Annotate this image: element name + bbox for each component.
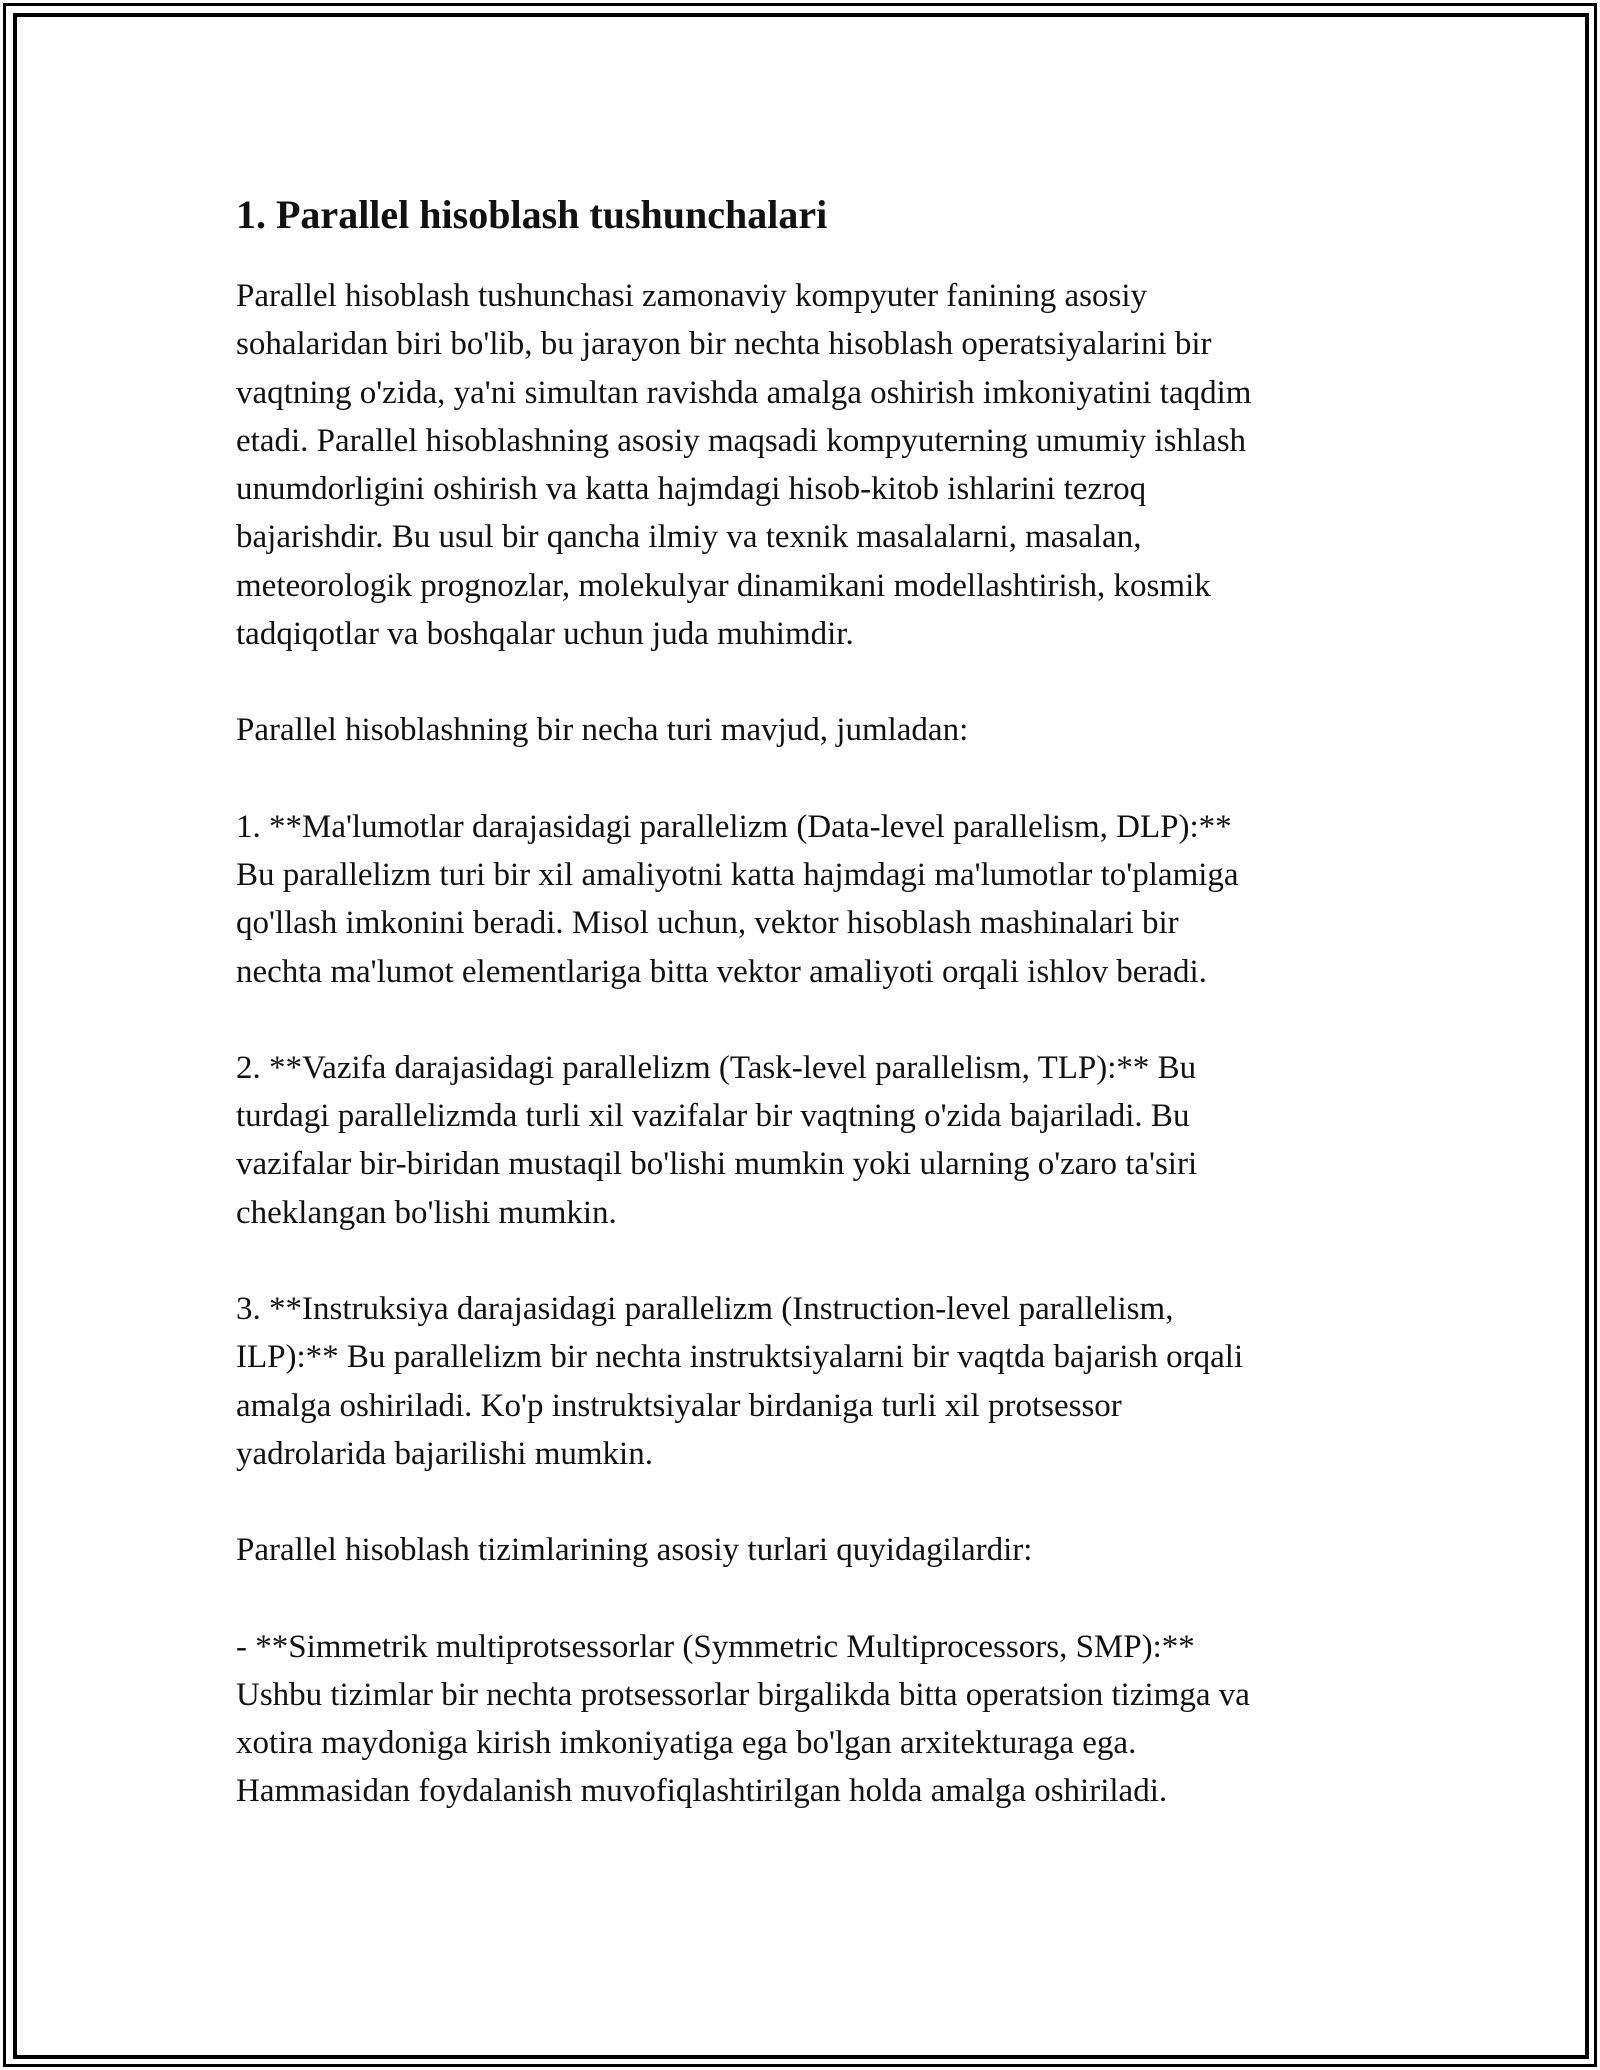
dlp-paragraph: 1. **Ma'lumotlar darajasidagi parallelizm (Data-level parallelism, DLP):** Bu parallelizm turi bir xil amaliyotni katta hajmdagi ma'lumotlar to'plamiga qo'llash imkonini beradi. Misol uchun, vektor hisoblash mashinalari bir nechta ma'lumot elementlariga bitta vektor amaliyoti orqali ishlov beradi. — [236, 808, 1239, 990]
ilp-paragraph: 3. **Instruksiya darajasidagi parallelizm (Instruction-level parallelism, ILP):** Bu parallelizm bir nechta instruktsiyalarni bir vaqtda bajarish orqali amalga oshiriladi. Ko'p instruktsiyalar birdaniga turli xil protsessor yadrolarida bajarilishi mumkin. — [236, 1291, 1244, 1472]
types-intro-paragraph: Parallel hisoblashning bir necha turi mavjud, jumladan: — [236, 712, 969, 749]
system-types-intro-paragraph: Parallel hisoblash tizimlarining asosiy turlari quyidagilardir: — [236, 1532, 1033, 1569]
intro-paragraph: Parallel hisoblash tushunchasi zamonaviy kompyuter fanining asosiy sohalaridan biri bo'lib, bu jarayon bir nechta hisoblash operatsiyalarini bir vaqtning o'zida, ya'ni simultan ravishda amalga oshirish imkoniyatini taqdim etadi. Parallel hisoblashning asosiy maqsadi kompyuterning umumiy ishlash unumdorligini oshirish va katta hajmdagi hisob-kitob ishlarini tezroq bajarishdir. Bu usul bir qancha ilmiy va texnik masalalarni, masalan, meteorologik prognozlar, molekulyar dinamikani modellashtirish, kosmik tadqiqotlar va boshqalar uchun juda muhimdir. — [236, 278, 1252, 653]
tlp-paragraph: 2. **Vazifa darajasidagi parallelizm (Task-level parallelism, TLP):** Bu turdagi parallelizmda turli xil vazifalar bir vaqtning o'zida bajariladi. Bu vazifalar bir-biridan mustaqil bo'lishi mumkin yoki ularning o'zaro ta'siri cheklangan bo'lishi mumkin. — [236, 1049, 1198, 1231]
document-body — [236, 188, 1366, 1816]
section-heading: 1. Parallel hisoblash tushunchalari — [236, 192, 828, 237]
smp-paragraph: - **Simmetrik multiprotsessorlar (Symmetric Multiprocessors, SMP):** Ushbu tizimlar bir nechta protsessorlar birgalikda bitta operatsion tizimga va xotira maydoniga kirish imkoniyatiga ega bo'lgan arxitekturaga ega. Hammasidan foydalanish muvofiqlashtirilgan holda amalga oshiriladi. — [236, 1628, 1250, 1810]
